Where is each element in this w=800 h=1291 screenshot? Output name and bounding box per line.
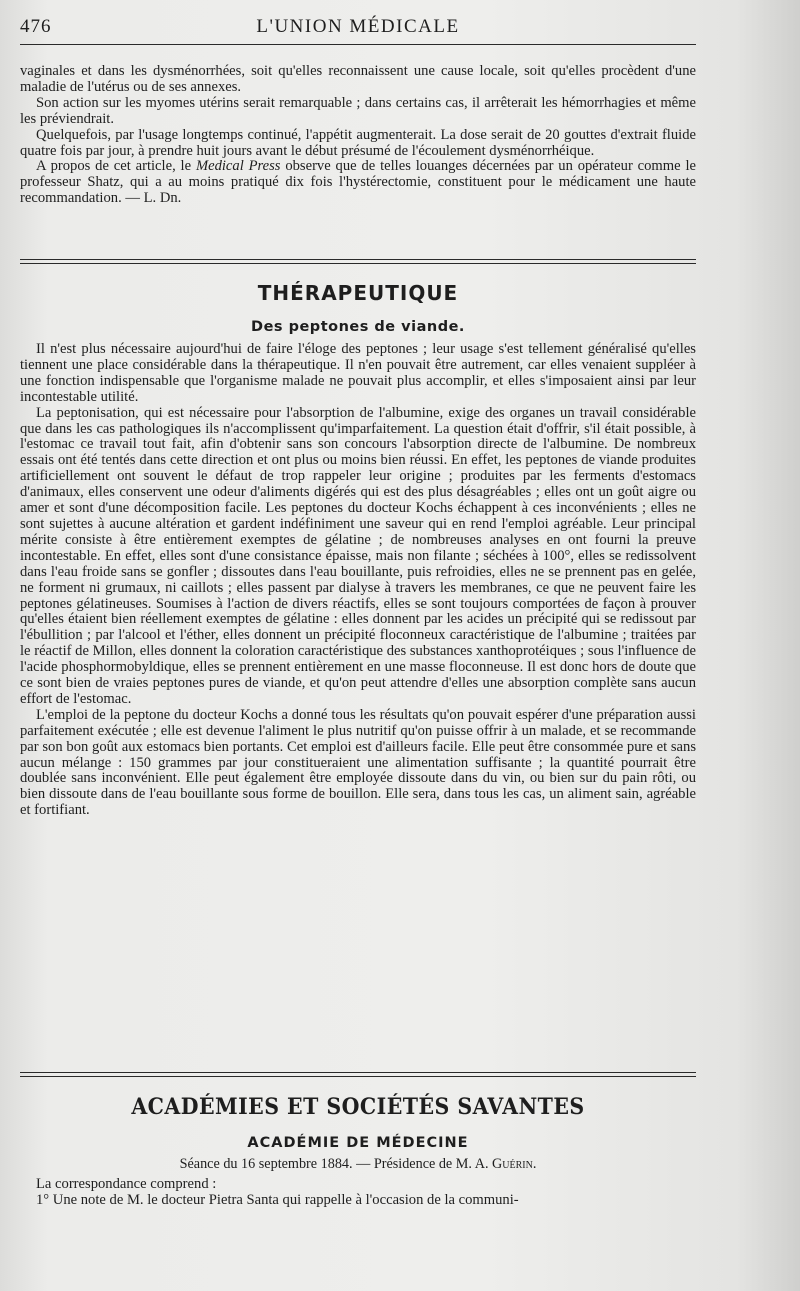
paragraph: Quelquefois, par l'usage longtemps continué, l'appétit augmenterait. La dose serait de 20 gouttes d'extrait fluide quatre fois par jour, à prendre huit jours avant le début présumé de l'écoulement dysménorrhéique. <box>20 126 696 159</box>
section-title: ACADÉMIES ET SOCIÉTÉS SAVANTES <box>131 1094 585 1120</box>
seance-line <box>20 1156 696 1173</box>
paragraph: vaginales et dans les dysménorrhées, soit qu'elles reconnaissent une cause locale, soit qu'elles procèdent d'une maladie de l'utérus ou de ses annexes. <box>20 63 696 95</box>
section-separator <box>20 259 696 260</box>
seance-suffix: . <box>532 1156 537 1172</box>
section-therapeutique <box>20 281 696 819</box>
paragraph: Son action sur les myomes utérins serait remarquable ; dans certains cas, il arrêterait les hémorrhagies et même les préviendrait. <box>20 94 696 127</box>
header-rule <box>20 44 696 45</box>
paragraph: L'emploi de la peptone du docteur Kochs a donné tous les résultats qu'on pouvait espérer d'une préparation aussi parfaitement exécutée ; elle est devenue l'aliment le plus nutritif qu'on puisse offrir à un malade, et se recommande par son bon goût aux estomacs bien portants. Cet emploi est d'ailleurs facile. Elle peut être consommée pure et sans aucun mélange : 150 grammes par jour constitueraient une alimentation suffisante ; la quantité pourrait être doublée sans inconvénient. Elle peut également être employée dissoute dans du vin, ou bien sur du pain rôti, ou bien dissoute dans de l'eau bouillante sous forme de bouillon. Elle sera, dans tous les cas, un aliment sain, agréable et fortifiant. <box>20 706 696 819</box>
paragraph: Il n'est plus nécessaire aujourd'hui de faire l'éloge des peptones ; leur usage s'est tellement généralisé qu'elles tiennent une place considérable dans la thérapeutique. Il n'en pouvait être autrement, car elles venaient suppléer à une fonction indispensable que l'organisme malade ne pouvait plus accomplir, et elles s'imposaient ainsi par leur incontestable utilité. <box>20 341 696 405</box>
intro-text <box>20 64 696 207</box>
paragraph <box>20 159 696 207</box>
paragraph-text: A propos de cet article, le <box>36 158 196 175</box>
paragraph: La correspondance comprend : <box>36 1176 217 1192</box>
paragraph: 1° Une note de M. le docteur Pietra Santa qui rappelle à l'occasion de la communi- <box>36 1191 519 1208</box>
section-academies <box>20 1094 696 1209</box>
academy-name: ACADÉMIE DE MÉDECINE <box>247 1135 469 1151</box>
article-subtitle: Des peptones de viande. <box>251 319 465 335</box>
section-separator <box>20 1072 696 1073</box>
seance-text: Séance du 16 septembre 1884. — Présidence de M. A. <box>179 1156 493 1172</box>
section-title: THÉRAPEUTIQUE <box>257 281 459 305</box>
president-name: Guérin <box>492 1156 533 1172</box>
running-head <box>20 14 696 40</box>
page-number: 476 <box>20 16 52 37</box>
journal-name: Medical Press <box>195 158 281 175</box>
paragraph-text: observe que de telles louanges décernées par un opérateur comme le professeur Shatz, qui a au moins pratiqué dix fois l'hystérectomie, constituent pour le médicament une haute recommandation. — L. Dn. <box>20 158 696 207</box>
paragraph: La peptonisation, qui est nécessaire pour l'absorption de l'albumine, exige des organes un travail considérable que dans les cas pathologiques ils n'accomplissent qu'imparfaitement. La question était d'offrir, s'il était possible, à l'estomac ce travail tout fait, afin d'obtenir sans son concours l'absorption directe de l'albumine. De nombreux essais ont été tentés dans cette direction et ont plus ou moins bien réussi. En effet, les peptones de viande produites artificiellement ont souvent le défaut de trop rappeler leur origine ; produites par les ferments d'estomacs d'animaux, elles conservent une odeur d'aliments digérés qui est des plus désagréables ; elles ont un goût aigre ou amer et sont d'une décomposition facile. Les peptones du docteur Kochs échappent à ces inconvénients ; elles ne sont sujettes à aucune altération et gardent indéfiniment une saveur qui en rend l'emploi agréable. Leur principal mérite consiste à être entièrement exemptes de gélatine ; de nombreuses analyses en ont fourni la preuve incontestable. En effet, elles sont d'une consistance épaisse, mais non filante ; séchées à 100°, elles se redissolvent dans l'eau froide sans se gonfler ; dissoutes dans l'eau bouillante, puis refroidies, elles ne se prennent pas en gelée, ne forment ni grumaux, ni caillots ; elles passent par dialyse à travers les membranes, ce que ne peuvent faire les peptones gélatineuses. Soumises à l'action de divers réactifs, elles se sont toujours comportées de façon à prouver qu'elles étaient bien réellement exemptes de gélatine : elles donnent par les acides un précipité qui se redissout par l'ébullition ; par l'alcool et l'éther, elles donnent un précipité floconneux caractéristique de l'albumine ; traitées par le réactif de Millon, elles donnent la coloration caractéristique des substances xanthoprotéiques ; sous l'influence de l'acide phosphormobyldique, elles se prennent entièrement en une masse floconneuse. Il est donc hors de doute que ce sont bien de vraies peptones pures de viande, et qu'on peut attendre d'elles une absorption complète sans aucun effort de l'estomac. <box>20 404 696 707</box>
journal-title: L'UNION MÉDICALE <box>256 16 460 37</box>
